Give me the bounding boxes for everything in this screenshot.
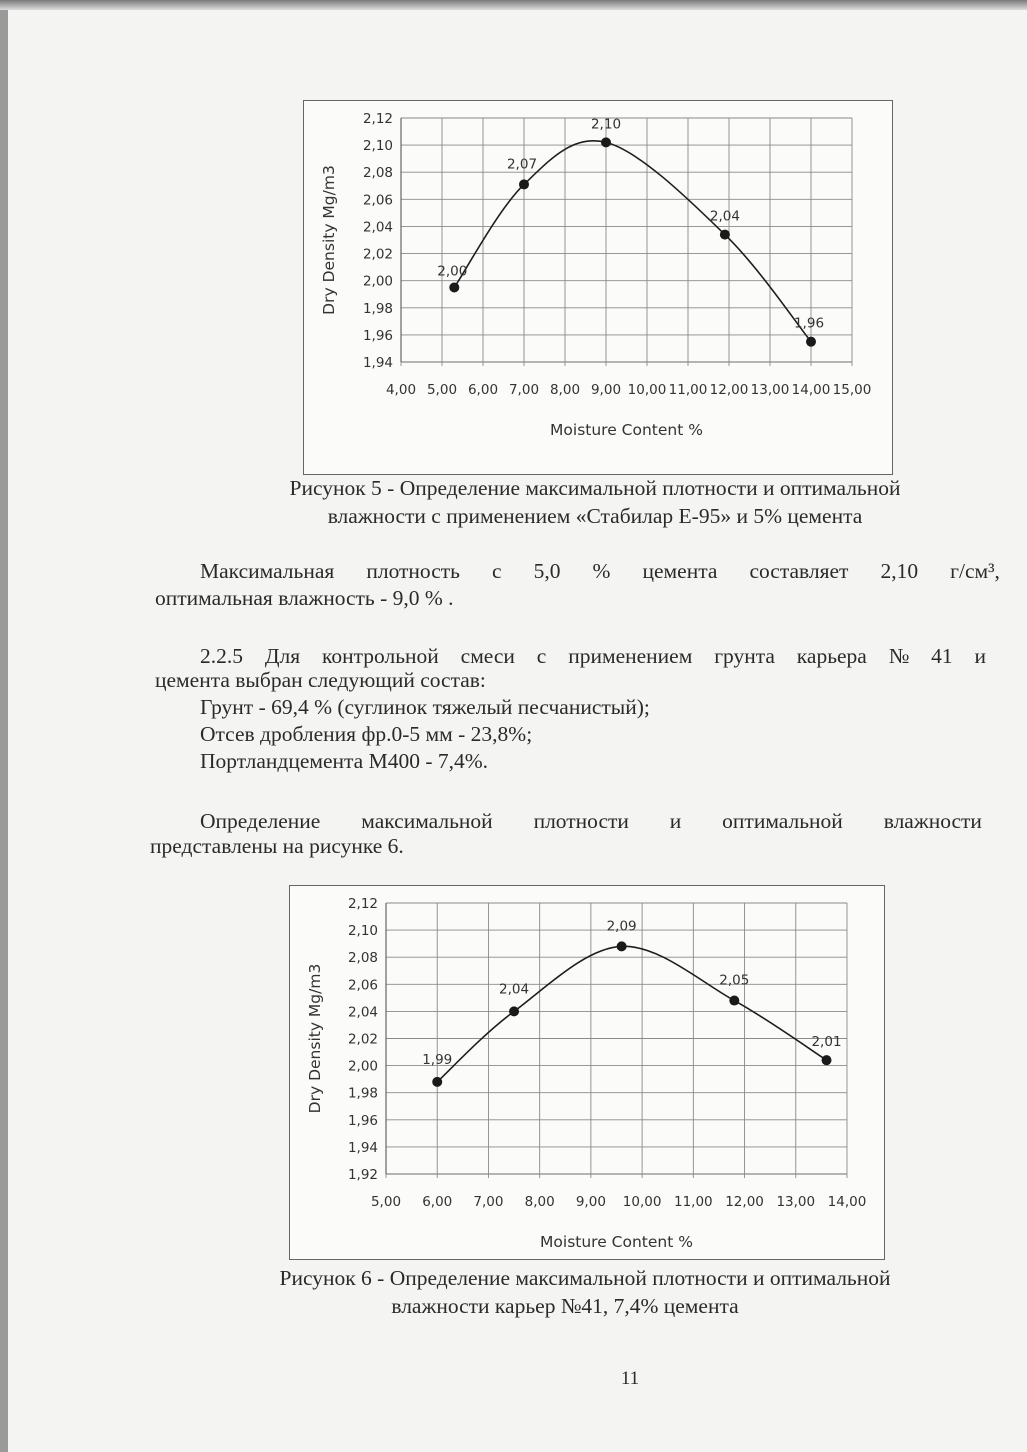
data-point <box>449 282 459 292</box>
word: контрольной <box>322 644 439 668</box>
figure-5-plot <box>304 101 892 474</box>
data-label: 1,96 <box>793 315 825 332</box>
word: грунта <box>714 644 775 668</box>
y-tick-label: 2,02 <box>347 1031 378 1048</box>
word: карьера <box>796 644 867 668</box>
y-tick-label: 2,08 <box>347 950 378 967</box>
y-tick-label: 2,10 <box>347 923 378 940</box>
word: с <box>536 644 547 668</box>
data-label: 2,04 <box>709 208 740 225</box>
figure-5-chart <box>303 100 893 475</box>
y-axis-title: Dry Density Mg/m3 <box>306 963 324 1114</box>
word: г/см³, <box>950 559 1000 583</box>
y-tick-label: 1,94 <box>347 1139 378 1156</box>
y-tick-label: 2,04 <box>347 1004 378 1021</box>
data-label: 1,99 <box>422 1051 453 1068</box>
word: % <box>592 559 611 583</box>
y-tick-label: 2,00 <box>362 273 393 290</box>
word: и <box>669 809 682 833</box>
composition-item-screenings: Отсев дробления фр.0-5 мм - 23,8%; <box>200 722 533 746</box>
x-tick-label: 4,00 <box>385 382 417 398</box>
word: № <box>888 644 910 668</box>
series-line <box>437 946 826 1082</box>
word: смеси <box>460 644 515 668</box>
x-axis-title: Moisture Content % <box>540 1233 693 1251</box>
word: влажности <box>883 809 982 833</box>
y-tick-label: 1,98 <box>362 300 393 317</box>
x-axis-title: Moisture Content % <box>550 421 703 439</box>
figure-6-caption-line-1: Рисунок 6 - Определение максимальной плотности и оптимальной <box>279 1266 891 1290</box>
section-2-2-5-line-2: цемента выбран следующий состав: <box>155 668 486 692</box>
x-tick-label: 8,00 <box>524 1194 555 1210</box>
data-point <box>509 1006 519 1016</box>
x-tick-label: 12,00 <box>725 1194 764 1210</box>
scan-edge-left <box>0 0 8 1452</box>
x-tick-label: 10,00 <box>627 382 667 398</box>
figure-6-plot <box>290 886 884 1259</box>
word: 2,10 <box>880 559 919 583</box>
x-tick-label: 14,00 <box>827 1194 867 1210</box>
y-tick-label: 2,06 <box>362 192 393 209</box>
section-2-2-5-line-1 <box>200 643 986 670</box>
figure-5-caption-line-2: влажности с применением «Стабилар Е-95» и 5% цемента <box>327 504 863 528</box>
x-tick-label: 14,00 <box>791 382 831 398</box>
composition-item-soil: Грунт - 69,4 % (суглинок тяжелый песчанистый); <box>200 695 650 719</box>
figure-5-caption-line-1: Рисунок 5 - Определение максимальной плотности и оптимальной <box>289 476 901 500</box>
x-tick-label: 8,00 <box>549 382 581 398</box>
figure-6-caption-line-2: влажности карьер №41, 7,4% цемента <box>391 1294 739 1318</box>
x-tick-label: 13,00 <box>776 1194 816 1210</box>
x-tick-label: 9,00 <box>590 382 622 398</box>
data-label: 2,09 <box>606 918 637 935</box>
y-tick-label: 2,08 <box>362 165 393 182</box>
y-tick-label: 2,04 <box>362 219 393 236</box>
y-tick-label: 2,06 <box>347 977 378 994</box>
data-label: 2,01 <box>811 1034 842 1051</box>
paragraph-2-line-2: представлены на рисунке 6. <box>150 834 404 858</box>
word: Для <box>264 644 301 668</box>
data-point <box>720 230 730 240</box>
x-tick-label: 13,00 <box>750 382 790 398</box>
x-tick-label: 15,00 <box>832 382 872 398</box>
page-number: 11 <box>620 1368 640 1389</box>
data-point <box>822 1055 832 1065</box>
x-tick-label: 10,00 <box>622 1194 662 1210</box>
y-axis-title: Dry Density Mg/m3 <box>320 165 338 315</box>
y-tick-label: 1,92 <box>347 1167 378 1183</box>
data-point <box>432 1077 442 1087</box>
word: 5,0 <box>533 559 561 583</box>
word: плотность <box>366 559 460 583</box>
x-tick-label: 5,00 <box>426 382 458 398</box>
x-tick-label: 11,00 <box>674 1194 713 1210</box>
word: плотности <box>533 809 629 833</box>
word: Максимальная <box>200 559 335 583</box>
data-label: 2,04 <box>499 981 530 998</box>
data-point <box>617 941 627 951</box>
x-tick-label: 11,00 <box>668 382 708 398</box>
y-tick-label: 2,12 <box>362 111 393 127</box>
x-tick-label: 12,00 <box>709 382 749 398</box>
word: и <box>974 644 986 668</box>
y-tick-label: 2,10 <box>362 138 393 155</box>
word: 41 <box>931 644 953 668</box>
x-tick-label: 7,00 <box>473 1194 504 1210</box>
data-point <box>729 996 739 1006</box>
word: с <box>492 559 502 583</box>
data-label: 2,10 <box>590 116 622 133</box>
x-tick-label: 6,00 <box>422 1194 453 1210</box>
word: применением <box>568 644 693 668</box>
y-tick-label: 2,00 <box>347 1058 378 1075</box>
data-point <box>519 179 529 189</box>
word: Определение <box>200 809 321 833</box>
figure-6-chart <box>289 885 885 1260</box>
data-point <box>601 137 611 147</box>
composition-item-cement: Портландцемента М400 - 7,4%. <box>200 749 489 773</box>
data-point <box>806 337 816 347</box>
x-tick-label: 6,00 <box>467 382 499 398</box>
y-tick-label: 1,98 <box>347 1085 378 1102</box>
x-tick-label: 5,00 <box>370 1194 402 1210</box>
paragraph-1-line-2: оптимальная влажность - 9,0 % . <box>155 586 454 610</box>
word: оптимальной <box>722 809 843 833</box>
y-tick-label: 2,02 <box>362 246 393 263</box>
data-label: 2,07 <box>506 156 538 173</box>
x-tick-label: 7,00 <box>508 382 540 398</box>
paragraph-1-line-1 <box>200 558 1000 585</box>
y-tick-label: 1,96 <box>347 1112 378 1129</box>
y-tick-label: 1,96 <box>362 327 393 344</box>
word: максимальной <box>361 809 493 833</box>
data-label: 2,05 <box>719 972 750 989</box>
data-label: 2,00 <box>437 263 468 280</box>
y-tick-label: 1,94 <box>362 355 393 371</box>
x-tick-label: 9,00 <box>575 1194 606 1210</box>
word: цемента <box>642 559 718 583</box>
y-tick-label: 2,12 <box>347 896 378 912</box>
word: 2.2.5 <box>200 644 243 668</box>
word: составляет <box>749 559 849 583</box>
paragraph-2-line-1 <box>200 808 982 835</box>
scan-edge-top <box>0 0 1027 10</box>
